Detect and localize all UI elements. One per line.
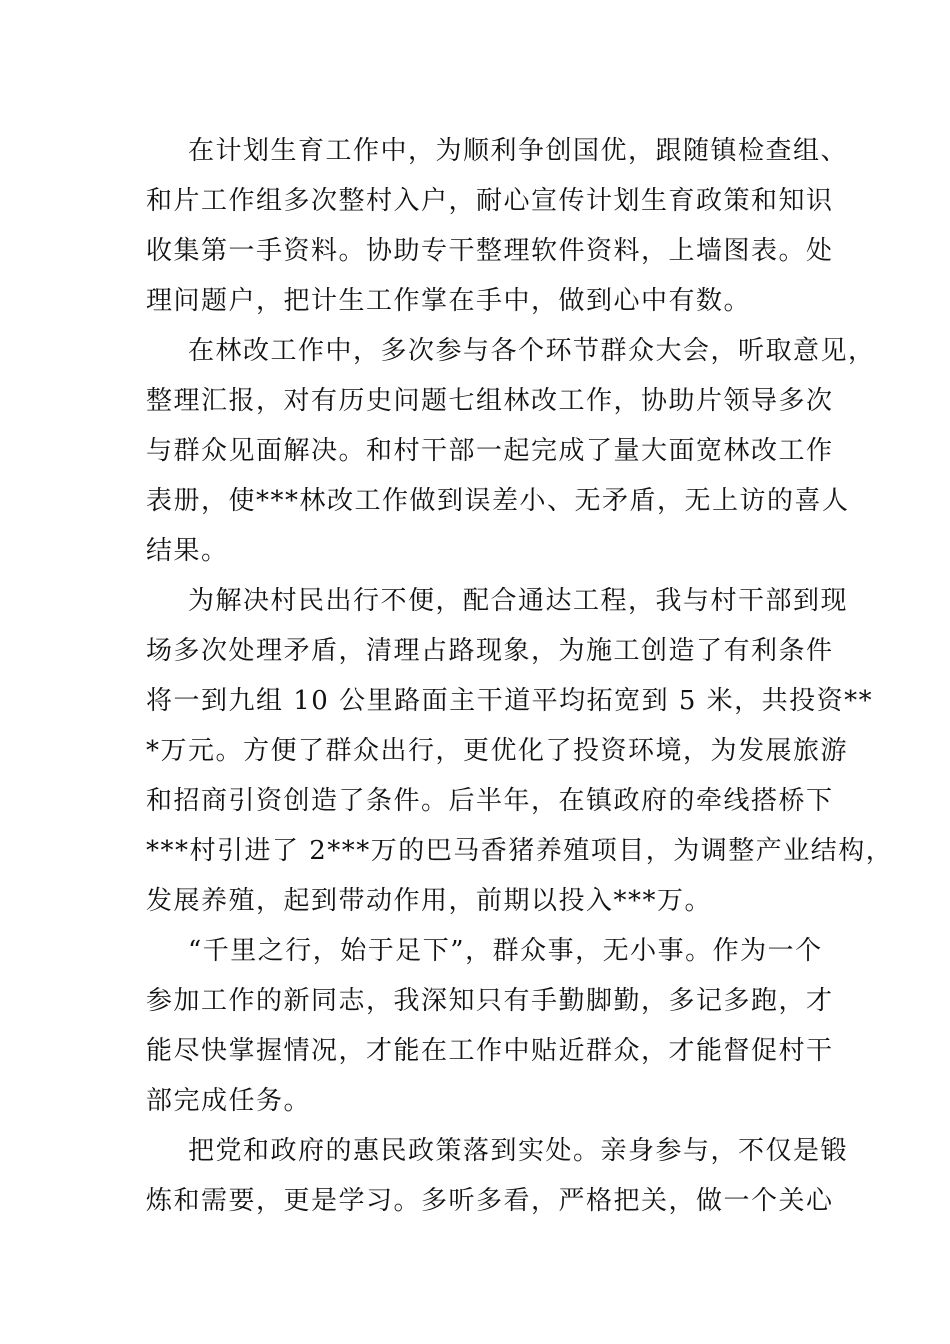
text-line: 和招商引资创造了条件。后半年，在镇政府的牵线搭桥下: [146, 786, 834, 816]
text-line: 整理汇报，对有历史问题七组林改工作，协助片领导多次: [146, 386, 834, 416]
text-line: 在林改工作中，多次参与各个环节群众大会，听取意见，: [188, 336, 876, 366]
text-line: 将一到九组 10 公里路面主干道平均拓宽到 5 米，共投资**: [146, 686, 874, 716]
text-line: 参加工作的新同志，我深知只有手勤脚勤，多记多跑，才: [146, 986, 834, 1016]
text-line: 能尽快掌握情况，才能在工作中贴近群众，才能督促村干: [146, 1036, 834, 1066]
text-line: ***村引进了 2***万的巴马香猪养殖项目，为调整产业结构，: [146, 836, 894, 866]
text-line: *万元。方便了群众出行，更优化了投资环境，为发展旅游: [146, 736, 849, 766]
document-body: [146, 126, 894, 1226]
text-line: 为解决村民出行不便，配合通达工程，我与村干部到现: [188, 586, 849, 616]
text-line: 与群众见面解决。和村干部一起完成了量大面宽林改工作: [146, 436, 834, 466]
text-line: 结果。: [146, 536, 229, 566]
text-line: 理问题户，把计生工作掌在手中，做到心中有数。: [146, 286, 752, 316]
text-line: 和片工作组多次整村入户，耐心宣传计划生育政策和知识: [146, 186, 834, 216]
text-line: 表册，使***林改工作做到误差小、无矛盾，无上访的喜人: [146, 486, 850, 516]
paragraph-work-attitude: [146, 926, 834, 1126]
text-line: 在计划生育工作中，为顺利争创国优，跟随镇检查组、: [188, 136, 849, 166]
text-line: “千里之行，始于足下”，群众事，无小事。作为一个: [188, 936, 823, 966]
paragraph-policy: [146, 1126, 849, 1226]
paragraph-road-project: [146, 576, 894, 926]
text-line: 炼和需要，更是学习。多听多看，严格把关，做一个关心: [146, 1186, 834, 1216]
text-line: 把党和政府的惠民政策落到实处。亲身参与，不仅是锻: [188, 1136, 849, 1166]
text-line: 场多次处理矛盾，清理占路现象，为施工创造了有利条件: [146, 636, 834, 666]
paragraph-family-planning: [146, 126, 849, 326]
text-line: 发展养殖，起到带动作用，前期以投入***万。: [146, 886, 713, 916]
paragraph-forest-reform: [146, 326, 876, 576]
text-line: 收集第一手资料。协助专干整理软件资料，上墙图表。处: [146, 236, 834, 266]
text-line: 部完成任务。: [146, 1086, 312, 1116]
